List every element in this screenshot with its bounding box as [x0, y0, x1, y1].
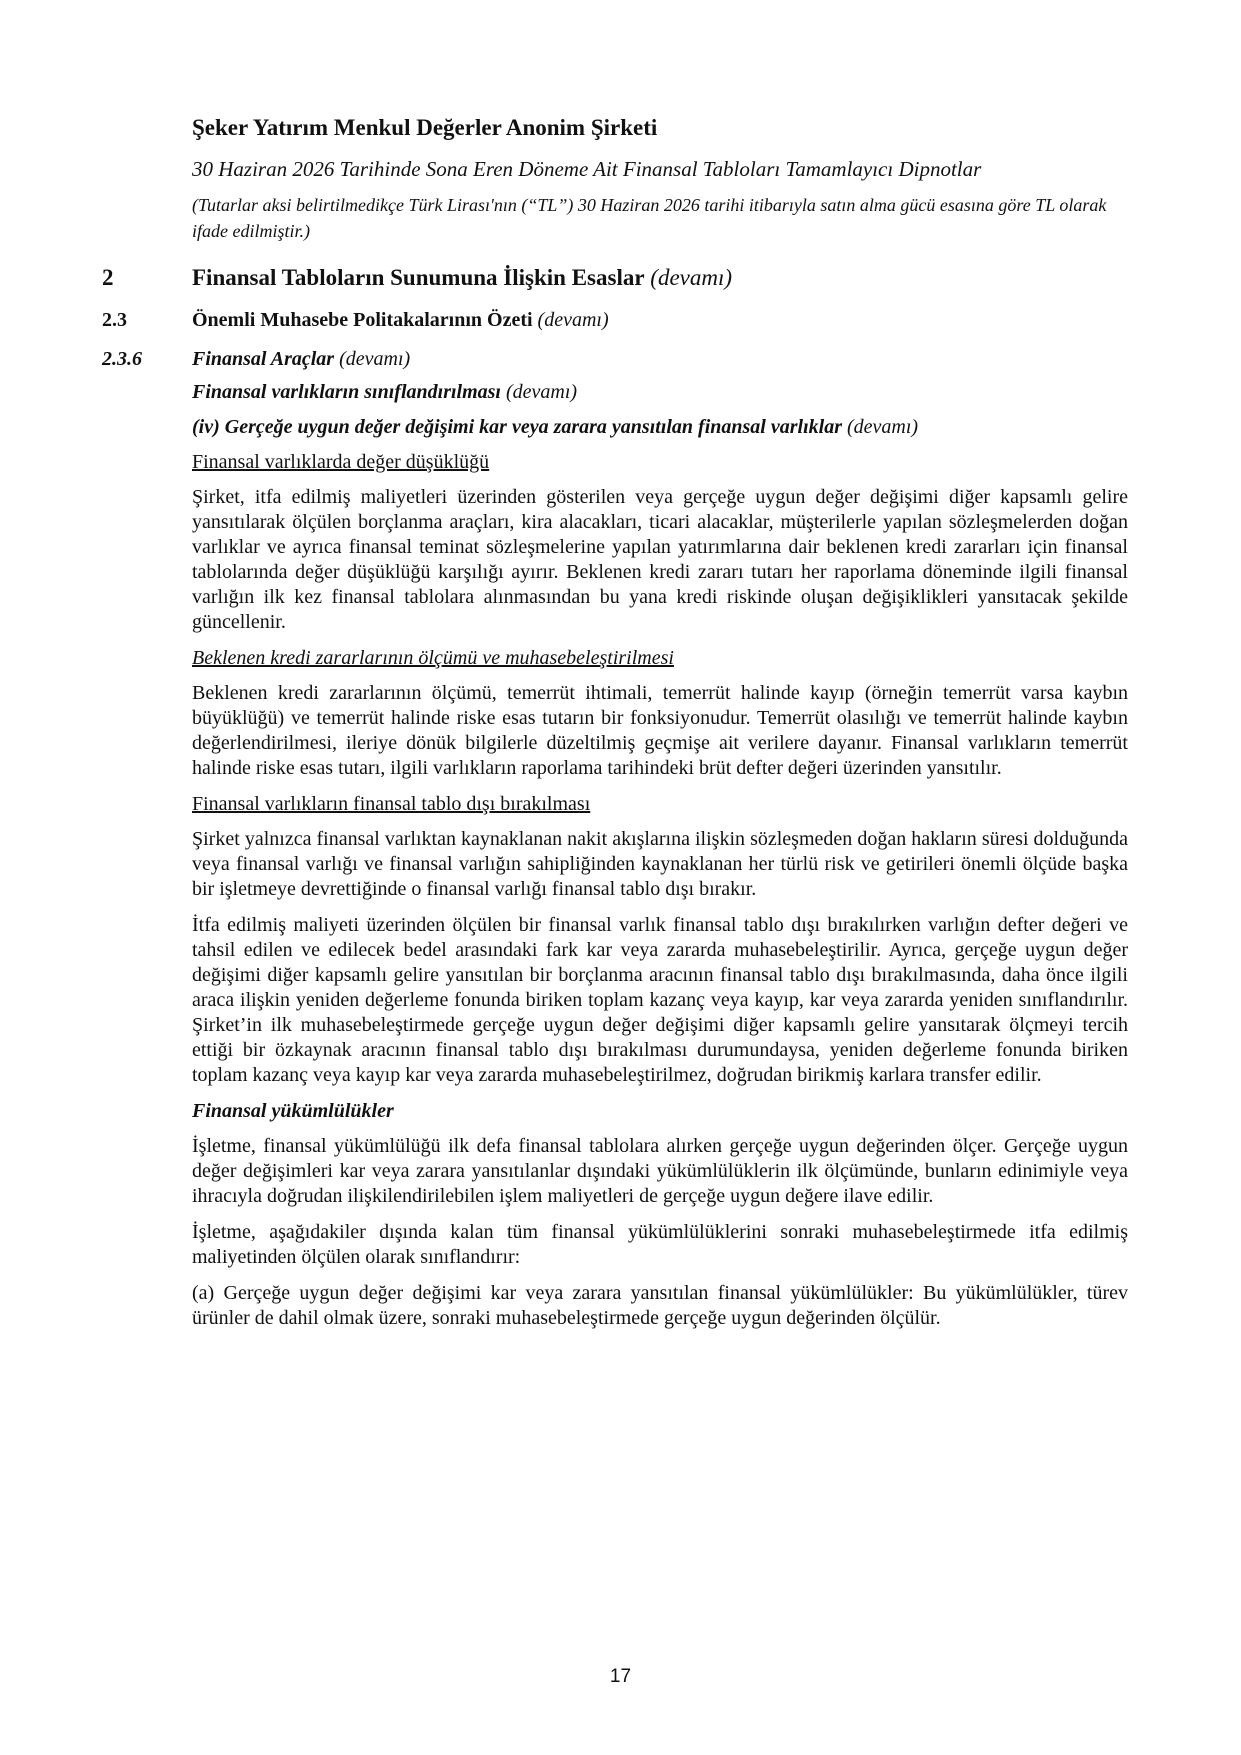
subsubsection-number: 2.3.6: [102, 348, 142, 370]
ecl-heading: [192, 646, 1128, 671]
section-title: Finansal Tabloların Sunumuna İlişkin Esaslar: [192, 265, 645, 290]
ecl-paragraph: Beklenen kredi zararlarının ölçümü, temerrüt ihtimali, temerrüt halinde kayıp (örneğin temerrüt varsa kaybın büyüklüğü) ve temerrüt halinde riske esas tutarın bir fonksiyonudur. Temerrüt olasılığı ve temerrüt halinde kaybın değerlendirilmesi, ileriye dönük bilgilerle düzeltilmiş geçmişe ait verilere dayanır. Finansal varlıkların temerrüt halinde riske esas tutarı, ilgili varlıkların raporlama tarihindeki brüt defter değeri üzerinden yansıtılır.: [192, 682, 1128, 779]
impairment-paragraph: Şirket, itfa edilmiş maliyetleri üzerinden gösterilen veya gerçeğe uygun değer değişimi diğer kapsamlı gelire yansıtılarak ölçülen borçlanma araçları, kira alacakları, ticari alacaklar, müşterilerle yapılan sözleşmelerden doğan varlıklar ve ayrıca finansal teminat sözleşmelerine yapılan yatırımlarına dair beklenen kredi zararları için finansal tablolarında değer düşüklüğü karşılığı ayırır. Beklenen kredi zararı tutarı her raporlama döneminde ilgili finansal varlığın ilk kez finansal tablolara alınmasından bu yana kredi riskinde oluşan değişiklikleri yansıtacak şekilde güncellenir.: [192, 486, 1128, 633]
section-title-line: [192, 262, 732, 294]
section-number: 2: [102, 265, 114, 290]
derecognition-title: Finansal varlıkların finansal tablo dışı bırakılması: [192, 793, 591, 815]
classification-title: Finansal varlıkların sınıflandırılması: [192, 381, 501, 403]
derecognition-paragraph-1: Şirket yalnızca finansal varlıktan kaynaklanan nakit akışlarına ilişkin sözleşmeden doğan hakların süresi dolduğunda veya finansal varlığı ve finansal varlığın sahipliğinden kaynaklanan her türlü risk ve getirileri önemli ölçüde başka bir işletmeye devrettiğinde o finansal varlığı finansal tablo dışı bırakır.: [192, 828, 1128, 900]
subsubsection-title-line: [192, 344, 410, 374]
liabilities-paragraph-3: (a) Gerçeğe uygun değer değişimi kar veya zarara yansıtılan finansal yükümlülükler: Bu yükümlülükler, türev ürünler de dahil olmak üzere, sonraki muhasebeleştirmede gerçeğe uygun değerinden ölçülür.: [192, 1282, 1128, 1329]
subsubsection-continued: (devamı): [339, 348, 411, 370]
subsection-number: 2.3: [102, 309, 127, 331]
body-content: [192, 380, 1128, 1342]
impairment-heading: [192, 450, 1128, 475]
subsubsection-title: Finansal Araçlar: [192, 348, 335, 370]
page-header: [192, 112, 1142, 244]
report-subtitle: 30 Haziran 2026 Tarihinde Sona Eren Döneme Ait Finansal Tabloları Tamamlayıcı Dipnotlar: [192, 157, 982, 181]
subsection-title-line: [192, 305, 609, 335]
liabilities-paragraph-2: İşletme, aşağıdakiler dışında kalan tüm finansal yükümlülüklerini sonraki muhasebeleştirmede itfa edilmiş maliyetinden ölçülen olarak sınıflandırır:: [192, 1221, 1128, 1268]
liabilities-title: Finansal yükümlülükler: [192, 1100, 394, 1122]
subsection-title: Önemli Muhasebe Politakalarının Özeti: [192, 309, 533, 331]
subsection-continued: (devamı): [537, 309, 609, 331]
currency-note: (Tutarlar aksi belirtilmedikçe Türk Lirası'nın (“TL”) 30 Haziran 2026 tarihi itibarıyla satın alma gücü esasına göre TL olarak ifade edilmiştir.): [192, 195, 1107, 241]
section-continued: (devamı): [650, 265, 733, 290]
impairment-title: Finansal varlıklarda değer düşüklüğü: [192, 451, 490, 473]
iv-heading: [192, 415, 1128, 440]
ecl-title: Beklenen kredi zararlarının ölçümü ve muhasebeleştirilmesi: [192, 647, 674, 669]
company-name: Şeker Yatırım Menkul Değerler Anonim Şirketi: [192, 115, 658, 140]
page-number: 17: [609, 1666, 632, 1687]
iv-continued: (devamı): [846, 416, 919, 438]
iv-title: (iv) Gerçeğe uygun değer değişimi kar veya zarara yansıtılan finansal varlıklar: [192, 416, 842, 438]
derecognition-paragraph-2: İtfa edilmiş maliyeti üzerinden ölçülen bir finansal varlık finansal tablo dışı bırakılırken varlığın defter değeri ve tahsil edilen ve edilecek bedel arasındaki fark kar veya zararda muhasebeleştirilir. Ayrıca, gerçeğe uygun değer değişimi diğer kapsamlı gelire yansıtılan bir borçlanma aracının finansal tablo dışı bırakılmasında, daha önce ilgili araca ilişkin yeniden değerleme fonunda biriken toplam kazanç veya kayıp, kar veya zararda yeniden sınıflandırılır. Şirket’in ilk muhasebeleştirmede gerçeğe uygun değer değişimi diğer kapsamlı gelire yansıtarak ölçmeyi tercih ettiği bir özkaynak aracının finansal tablo dışı bırakılması durumundaysa, yeniden değerleme fonunda biriken toplam kazanç veya kayıp kar veya zararda muhasebeleştirilmez, doğrudan birikmiş karlara transfer edilir.: [192, 914, 1128, 1086]
liabilities-heading: [192, 1099, 1128, 1124]
derecognition-heading: [192, 792, 1128, 817]
classification-continued: (devamı): [505, 381, 578, 403]
liabilities-paragraph-1: İşletme, finansal yükümlülüğü ilk defa finansal tablolara alırken gerçeğe uygun değerinden ölçer. Gerçeğe uygun değer değişimleri kar veya zarara yansıtılanlar dışındaki yükümlülüklerin ilk ölçümünde, bunların edinimiyle veya ihracıyla doğrudan ilişkilendirilebilen işlem maliyetleri de gerçeğe uygun değere ilave edilir.: [192, 1135, 1128, 1207]
classification-heading: [192, 380, 1128, 405]
